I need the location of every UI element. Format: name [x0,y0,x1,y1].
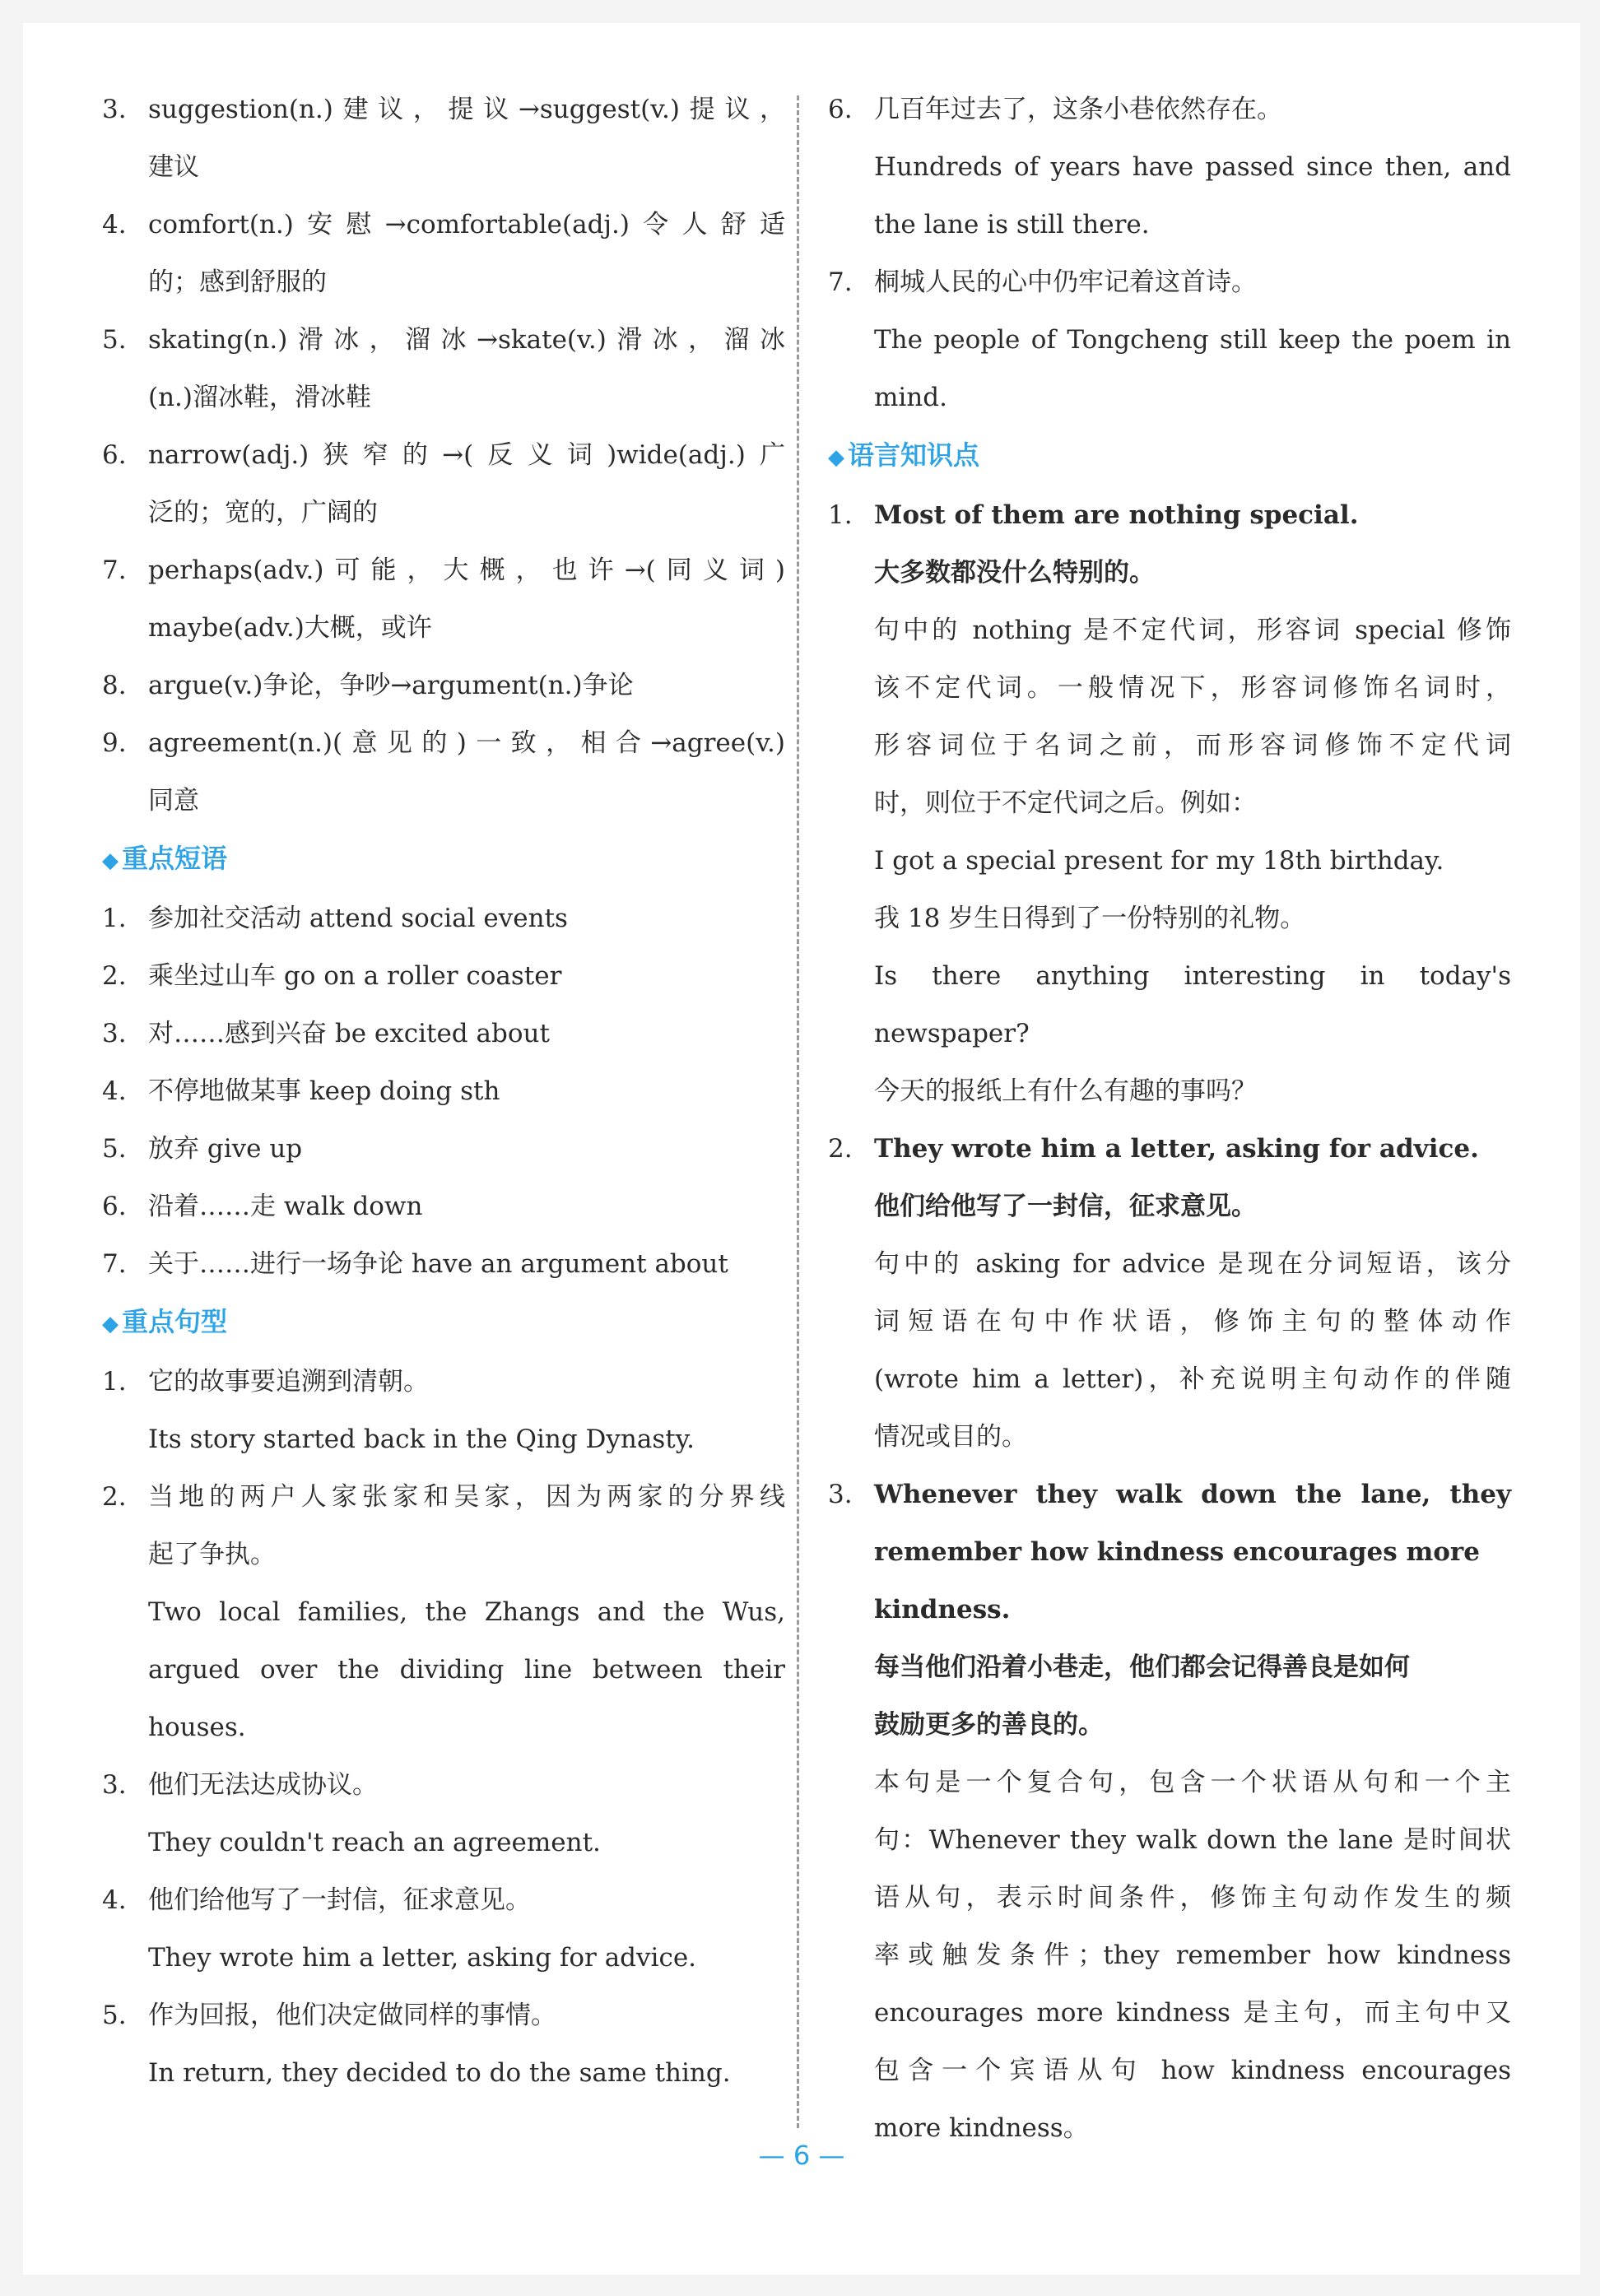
knowledge-item [828,486,1511,1120]
section-heading-text: 重点短语 [122,843,228,874]
diamond-icon: ◆ [102,848,119,873]
left-column [102,81,785,2102]
phrase-text: 参加社交活动 attend social events [148,904,568,933]
explanation-text: 我 18 岁生日得到了一份特别的礼物。 [874,904,1306,933]
item-number: 4. [102,210,127,239]
point-title: Most of them are nothing special. [874,500,1359,530]
explanation-text: I got a special present for my 18th birthday. [874,846,1444,876]
sentence-text: Two local families, the Zhangs and the Wus, [148,1597,785,1627]
explanation-text: 包含一个宾语从句 how kindness encourages [874,2056,1511,2085]
explanation-text: Is there anything interesting in today's [874,961,1511,991]
item-number: 5. [102,325,127,355]
phrase-text: 关于……进行一场争论 have an argument about [148,1249,728,1279]
knowledge-item [828,1120,1511,1466]
sentence-text: mind. [874,383,947,412]
explanation-text: 情况或目的。 [874,1422,1027,1452]
phrase-text: 放弃 give up [148,1134,303,1164]
item-number: 8. [102,671,127,700]
item-number: 2. [828,1134,853,1164]
phrases-heading [102,830,785,890]
phrase-item [102,890,785,947]
explanation-text: 语从句，表示时间条件，修饰主句动作发生的频 [874,1883,1511,1913]
word-text: argue(v.)争论，争吵→argument(n.)争论 [148,671,634,700]
sentence-item [102,1353,785,1468]
sentence-text: They wrote him a letter, asking for advice. [148,1943,697,1973]
item-number: 2. [102,961,127,991]
item-number: 1. [828,500,853,530]
word-item [102,196,785,311]
phrase-text: 乘坐过山车 go on a roller coaster [148,961,562,991]
word-item [102,657,785,714]
sentence-text: 他们无法达成协议。 [148,1770,378,1800]
word-text: (n.)溜冰鞋，滑冰鞋 [148,383,372,412]
explanation-text: 形容词位于名词之前，而形容词修饰不定代词 [874,731,1511,760]
section-heading-text: 重点句型 [122,1306,228,1337]
word-text: 泛的；宽的，广阔的 [148,498,378,528]
word-text: 建议 [148,152,199,182]
word-item [102,541,785,657]
sentence-item [102,1468,785,1756]
word-text: comfort(n.)安慰→comfortable(adj.)令人舒适 [148,210,785,239]
right-column [828,81,1511,2157]
word-text: 同意 [148,786,199,816]
point-title: 大多数都没什么特别的。 [874,558,1155,588]
diamond-icon: ◆ [828,445,844,470]
sentence-text: the lane is still there. [874,210,1150,239]
sentence-text: Its story started back in the Qing Dynasty. [148,1425,695,1454]
word-text: agreement(n.)(意见的)一致，相合→agree(v.) [148,728,785,758]
word-text: perhaps(adv.)可能，大概，也许→(同义词) [148,555,785,585]
word-item [102,426,785,541]
diamond-icon: ◆ [102,1312,119,1336]
word-text: narrow(adj.)狭窄的→(反义词)wide(adj.)广 [148,440,785,470]
phrase-item [102,1235,785,1293]
sentence-item [102,1871,785,1987]
point-title: 他们给他写了一封信，征求意见。 [874,1192,1257,1221]
explanation-text: 句中的 nothing 是不定代词，形容词 special 修饰 [874,616,1511,645]
explanation-text: 率或触发条件；they remember how kindness [874,1940,1511,1970]
phrase-item [102,947,785,1005]
point-title: Whenever they walk down the lane, they [874,1480,1511,1509]
explanation-text: 句中的 asking for advice 是现在分词短语，该分 [874,1249,1511,1279]
section-heading-text: 语言知识点 [848,439,980,471]
item-number: 3. [102,1770,127,1800]
explanation-text: 句：Whenever they walk down the lane 是时间状 [874,1825,1511,1855]
word-item [102,81,785,196]
sentence-text: In return, they decided to do the same thing. [148,2058,731,2088]
explanation-text: 今天的报纸上有什么有趣的事吗？ [874,1076,1257,1106]
item-number: 7. [102,1249,127,1279]
item-number: 7. [828,267,853,297]
item-number: 6. [828,95,853,124]
sentence-text: houses. [148,1713,246,1742]
item-number: 6. [102,440,127,470]
point-title: kindness. [874,1595,1011,1624]
item-number: 3. [102,95,127,124]
item-number: 7. [102,555,127,585]
sentence-item [828,253,1511,426]
sentence-text: argued over the dividing line between their [148,1655,785,1685]
sentence-text: 桐城人民的心中仍牢记着这首诗。 [874,267,1257,297]
item-number: 2. [102,1482,127,1512]
sentence-text: 起了争执。 [148,1540,276,1569]
phrase-item [102,1120,785,1178]
sentence-text: 作为回报，他们决定做同样的事情。 [148,2001,556,2030]
item-number: 5. [102,2001,127,2030]
word-text: suggestion(n.)建议，提议→suggest(v.)提议， [148,95,785,124]
phrase-item [102,1178,785,1235]
word-text: skating(n.)滑冰，溜冰→skate(v.)滑冰，溜冰 [148,325,785,355]
column-divider [797,95,799,2128]
point-title: 鼓励更多的善良的。 [874,1710,1104,1740]
sentences-heading [102,1293,785,1353]
sentence-item [828,81,1511,253]
explanation-text: encourages more kindness 是主句，而主句中又 [874,1998,1511,2028]
item-number: 1. [102,904,127,933]
explanation-text: newspaper? [874,1019,1030,1048]
sentence-text: They couldn't reach an agreement. [148,1828,601,1857]
page [23,23,1580,2275]
point-title: They wrote him a letter, asking for advice. [874,1134,1479,1164]
sentence-text: The people of Tongcheng still keep the poem in [874,325,1511,355]
phrase-text: 对……感到兴奋 be excited about [148,1019,550,1048]
item-number: 5. [102,1134,127,1164]
knowledge-heading [828,426,1511,486]
word-item [102,714,785,830]
phrase-item [102,1005,785,1062]
sentence-item [102,1756,785,1871]
sentence-text: 当地的两户人家张家和吴家，因为两家的分界线 [148,1482,785,1512]
knowledge-item [828,1466,1511,2157]
point-title: remember how kindness encourages more [874,1537,1480,1567]
word-text: maybe(adv.)大概，或许 [148,613,432,643]
explanation-text: 时，则位于不定代词之后。例如： [874,788,1257,818]
item-number: 3. [102,1019,127,1048]
phrase-item [102,1062,785,1120]
explanation-text: 该不定代词。一般情况下，形容词修饰名词时， [874,673,1511,703]
item-number: 4. [102,1076,127,1106]
item-number: 9. [102,728,127,758]
item-number: 1. [102,1367,127,1397]
item-number: 4. [102,1885,127,1915]
item-number: 3. [828,1480,853,1509]
phrase-text: 不停地做某事 keep doing sth [148,1076,500,1106]
phrase-text: 沿着……走 walk down [148,1192,423,1221]
point-title: 每当他们沿着小巷走，他们都会记得善良是如何 [874,1652,1410,1682]
item-number: 6. [102,1192,127,1221]
word-text: 的；感到舒服的 [148,267,327,297]
sentence-text: 他们给他写了一封信，征求意见。 [148,1885,531,1915]
word-item [102,311,785,426]
sentence-item [102,1987,785,2102]
explanation-text: 本句是一个复合句，包含一个状语从句和一个主 [874,1768,1511,1797]
sentence-text: Hundreds of years have passed since then, and [874,152,1511,182]
explanation-text: (wrote him a letter)，补充说明主句动作的伴随 [874,1364,1511,1394]
explanation-text: 词短语在句中作状语，修饰主句的整体动作 [874,1307,1511,1336]
sentence-text: 几百年过去了，这条小巷依然存在。 [874,95,1282,124]
page-number: — 6 — [758,2140,845,2171]
explanation-text: more kindness。 [874,2113,1089,2143]
sentence-text: 它的故事要追溯到清朝。 [148,1367,429,1397]
